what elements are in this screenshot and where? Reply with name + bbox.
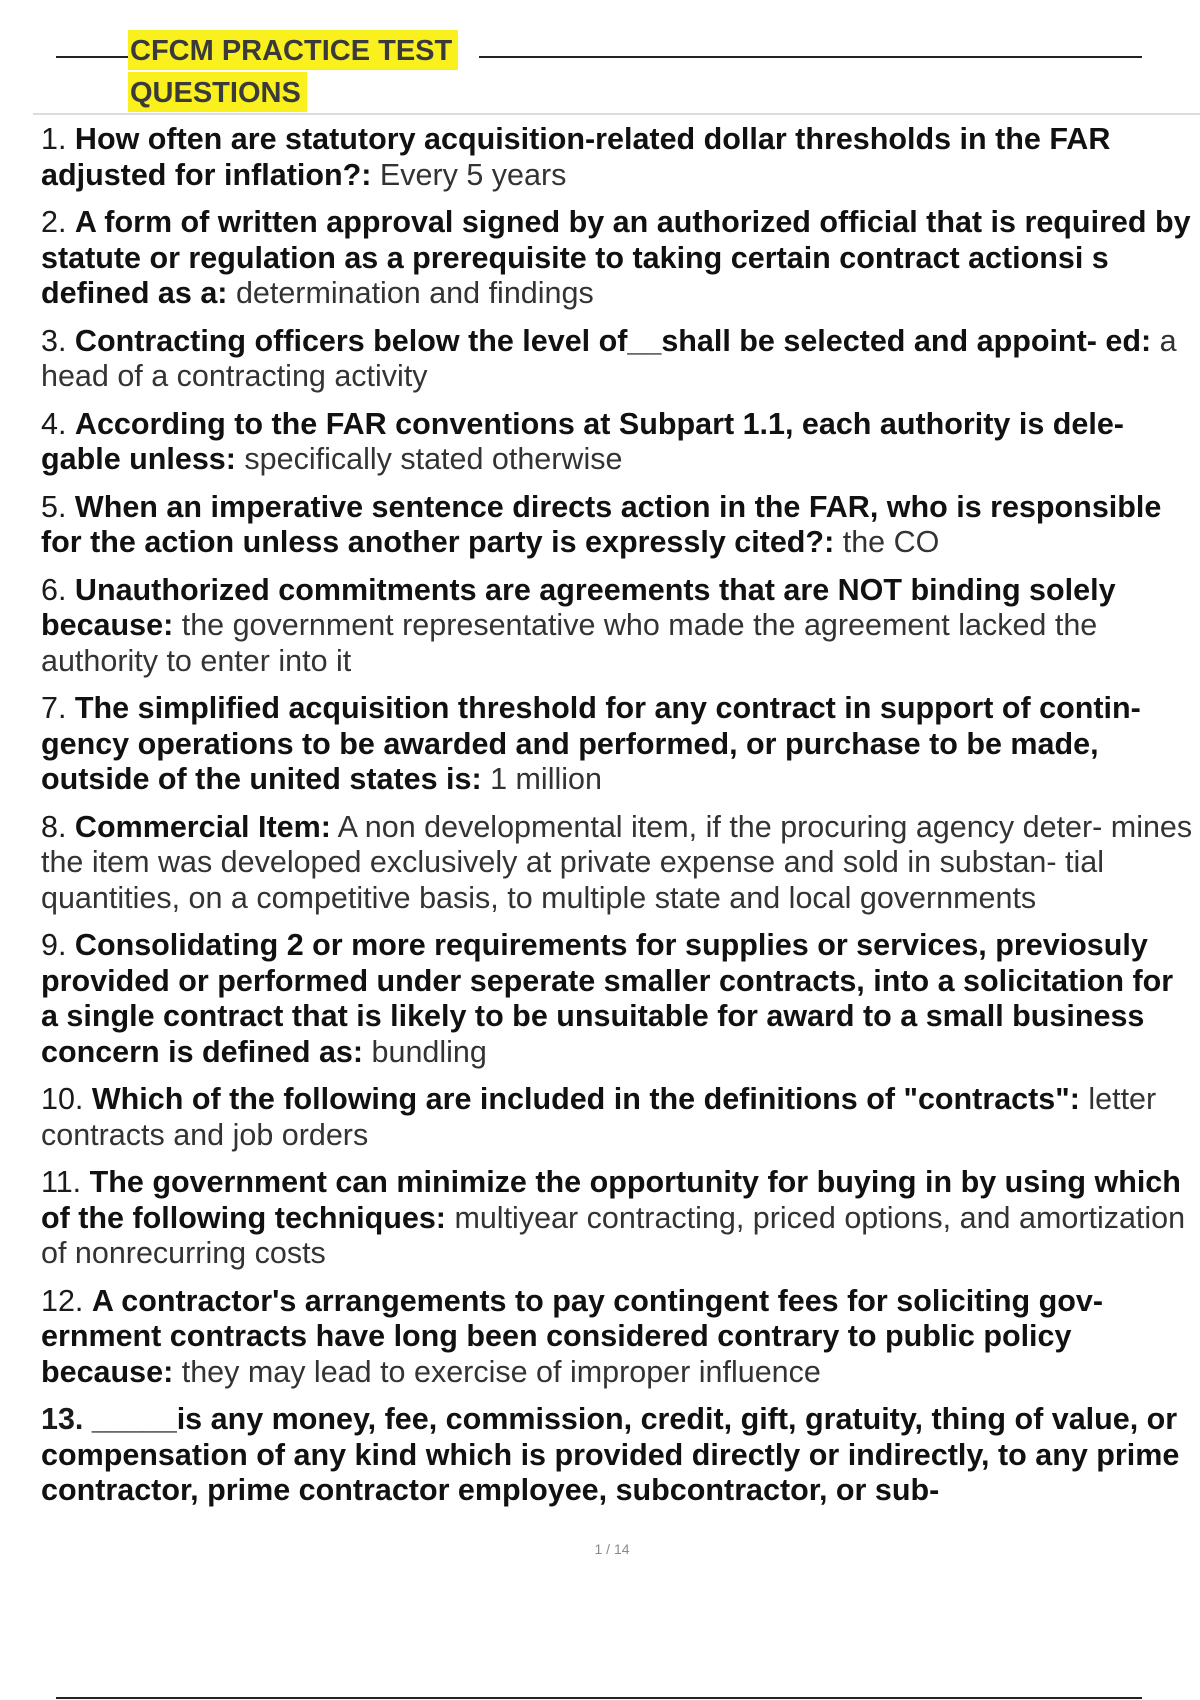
footer-rule: [56, 1697, 1142, 1699]
question-number: 6.: [41, 572, 67, 607]
answer-text: letter contracts and job orders: [41, 1082, 1157, 1152]
question-list: [41, 122, 1196, 1521]
question-text: When an imperative sentence directs action in the FAR, who is responsible for the action unless another party is expressly cited?:: [41, 489, 1162, 559]
title-line-2: QUESTIONS: [128, 72, 307, 112]
question-item-9: [41, 928, 1196, 1070]
question-item-3: [41, 324, 1196, 395]
answer-text: multiyear contracting, priced options, and amortization of nonrecurring costs: [41, 1200, 1186, 1270]
question-number: 10.: [41, 1082, 84, 1116]
question-item-12: [41, 1284, 1196, 1391]
question-text: The government can minimize the opportunity for buying in by using which of the following techniques:: [41, 1165, 1181, 1235]
answer-text: A non developmental item, if the procuring agency deter- mines the item was developed exclusively at private expense and sold in substan- tial quantities, on a competitive basis, to multiple state and local governments: [41, 809, 1193, 915]
answer-text: Every 5 years: [379, 157, 567, 192]
answer-text: specifically stated otherwise: [244, 442, 623, 476]
question-text: Commercial Item:: [74, 809, 331, 844]
question-item-13: [41, 1402, 1196, 1509]
answer-text: determination and findings: [235, 276, 594, 310]
question-number: 8.: [41, 809, 67, 844]
title-line-1: CFCM PRACTICE TEST: [128, 30, 458, 70]
question-item-10: [41, 1082, 1196, 1153]
question-number: 11.: [41, 1165, 82, 1199]
question-text: Which of the following are included in the definitions of "contracts":: [91, 1082, 1080, 1116]
question-number: 13.: [41, 1402, 84, 1436]
question-item-7: [41, 691, 1196, 798]
header-rule-left: [56, 56, 128, 58]
answer-text: bundling: [371, 1034, 487, 1069]
question-number: 7.: [41, 691, 67, 725]
answer-text: the CO: [842, 525, 940, 559]
question-number: 2.: [41, 205, 67, 239]
answer-text: 1 million: [490, 762, 602, 796]
document-title: [128, 30, 458, 114]
question-text: The simplified acquisition threshold for any contract in support of contin- gency operations to be awarded and performed, or purchase to be made, outside of the united states is:: [41, 691, 1141, 796]
document-header: [56, 30, 1142, 114]
question-number: 9.: [41, 928, 67, 962]
question-item-1: [41, 122, 1196, 193]
question-item-6: [41, 573, 1196, 680]
question-text: According to the FAR conventions at Subpart 1.1, each authority is dele- gable unless:: [41, 406, 1124, 476]
page-indicator: 1 / 14: [594, 1541, 630, 1557]
question-number: 12.: [41, 1283, 84, 1318]
question-text: Consolidating 2 or more requirements for supplies or services, previosuly provided or performed under seperate smaller contracts, into a solicitation for a single contract that is likely to be unsuitable for award to a small business concern is defined as:: [41, 928, 1174, 1069]
question-item-4: [41, 407, 1196, 478]
answer-text: they may lead to exercise of improper influence: [181, 1354, 821, 1389]
answer-text: the government representative who made the agreement lacked the authority to enter into it: [41, 608, 1098, 678]
question-text: A contractor's arrangements to pay contingent fees for soliciting gov- ernment contracts have long been considered contrary to public policy because:: [41, 1283, 1103, 1389]
question-text: A form of written approval signed by an authorized official that is required by statute or regulation as a prerequisite to taking certain contract actionsi s defined as a:: [41, 205, 1191, 310]
question-text: How often are statutory acquisition-related dollar thresholds in the FAR adjusted for inflation?:: [41, 122, 1111, 192]
question-text: Contracting officers below the level of__shall be selected and appoint- ed:: [74, 323, 1152, 358]
question-item-8: [41, 810, 1196, 917]
header-divider: [33, 113, 1200, 115]
question-number: 4.: [41, 406, 67, 441]
question-number: 5.: [41, 489, 67, 524]
question-text: Unauthorized commitments are agreements that are NOT binding solely because:: [41, 572, 1116, 642]
answer-text: a head of a contracting activity: [41, 323, 1177, 393]
question-text: _____is any money, fee, commission, credit, gift, gratuity, thing of value, or compensation of any kind which is provided directly or indirectly, to any prime contractor, prime contractor employee, subcontractor, or sub-: [41, 1402, 1180, 1507]
question-item-5: [41, 490, 1196, 561]
question-number: 3.: [41, 323, 67, 358]
header-rule-right: [479, 56, 1142, 58]
question-item-2: [41, 205, 1196, 312]
question-item-11: [41, 1165, 1196, 1272]
question-number: 1.: [41, 122, 67, 156]
